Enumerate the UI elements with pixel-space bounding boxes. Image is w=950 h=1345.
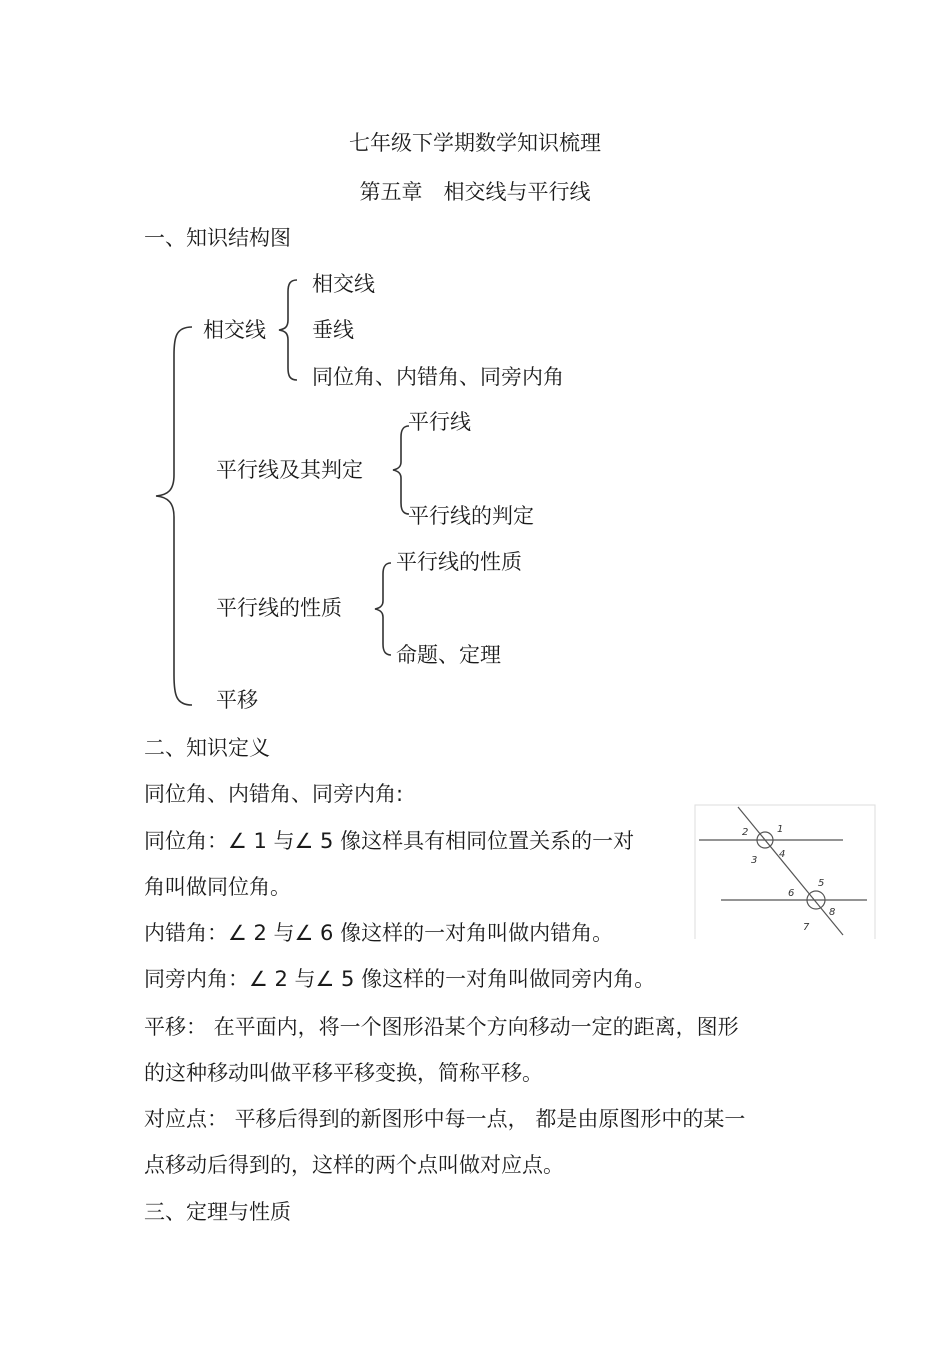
- tree-group2-label: 平行线及其判定: [216, 458, 363, 482]
- corresponding-point-def-1: 对应点： 平移后得到的新图形中每一点， 都是由原图形中的某一: [144, 1107, 746, 1131]
- figure-label-4: 4: [779, 849, 786, 860]
- tree-group1-child-3: 同位角、内错角、同旁内角: [312, 365, 564, 389]
- figure-label-7: 7: [803, 922, 810, 933]
- co-interior-angle-def: 同旁内角：∠ 2 与∠ 5 像这样的一对角叫做同旁内角。: [144, 967, 656, 991]
- figure-label-1: 1: [777, 824, 784, 835]
- chapter-title: 第五章 相交线与平行线: [359, 180, 591, 204]
- figure-label-6: 6: [788, 888, 795, 899]
- tree-group2-child-2: 平行线的判定: [408, 504, 534, 528]
- corresponding-point-def-2: 点移动后得到的，这样的两个点叫做对应点。: [144, 1153, 564, 1177]
- tree-group1-label: 相交线: [203, 318, 266, 342]
- tree-group2-child-1: 平行线: [408, 410, 471, 434]
- transversal-line: [738, 807, 843, 935]
- angle-figure: [693, 803, 876, 940]
- translation-def-1: 平移： 在平面内，将一个图形沿某个方向移动一定的距离，图形: [144, 1015, 739, 1039]
- tree-group3-label: 平行线的性质: [216, 596, 342, 620]
- tree-group4-label: 平移: [216, 688, 258, 712]
- section3-heading: 三、定理与性质: [144, 1200, 291, 1224]
- figure-label-2: 2: [742, 827, 749, 838]
- figure-label-5: 5: [818, 878, 825, 889]
- group2-brace: [390, 424, 412, 516]
- tree-group3-child-2: 命题、定理: [396, 643, 501, 667]
- figure-label-8: 8: [829, 907, 836, 918]
- group1-brace: [275, 278, 300, 382]
- page-title: 七年级下学期数学知识梳理: [349, 131, 601, 155]
- tree-group1-child-1: 相交线: [312, 272, 375, 296]
- alternate-angle-def: 内错角：∠ 2 与∠ 6 像这样的一对角叫做内错角。: [144, 921, 614, 945]
- tree-group1-child-2: 垂线: [312, 318, 354, 342]
- translation-def-2: 的这种移动叫做平移平移变换，简称平移。: [144, 1061, 543, 1085]
- corresponding-angle-def-2: 角叫做同位角。: [144, 875, 291, 899]
- outer-brace: [150, 325, 195, 707]
- angles-intro: 同位角、内错角、同旁内角:: [144, 782, 404, 806]
- section2-heading: 二、知识定义: [144, 736, 270, 760]
- figure-label-3: 3: [751, 855, 758, 866]
- tree-group3-child-1: 平行线的性质: [396, 550, 522, 574]
- corresponding-angle-def-1: 同位角：∠ 1 与∠ 5 像这样具有相同位置关系的一对: [144, 829, 635, 853]
- section1-heading: 一、知识结构图: [144, 226, 291, 250]
- group3-brace: [372, 561, 394, 657]
